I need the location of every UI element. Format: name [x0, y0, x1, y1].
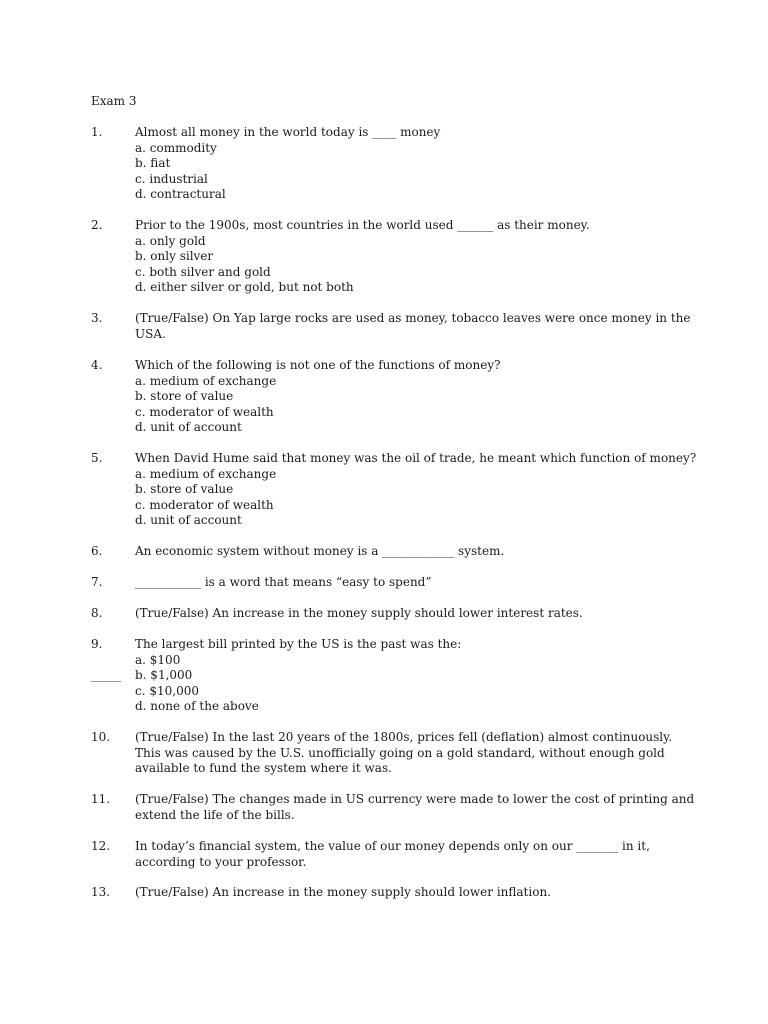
option-b: b. store of value	[135, 389, 234, 403]
option-c: c. industrial	[135, 171, 208, 186]
exam-title: Exam 3	[91, 94, 137, 108]
option-d: d. unit of account	[135, 513, 242, 527]
question-number: 10.	[91, 730, 111, 744]
question-body	[135, 637, 685, 715]
question-text: Almost all money in the world today is ____ money	[135, 125, 441, 139]
option-a: a. medium of exchange	[135, 466, 277, 481]
option-b: b. $1,000	[135, 668, 193, 682]
option-c: c. $10,000	[135, 683, 199, 698]
question-number: 9.	[91, 637, 103, 651]
question-body	[135, 885, 685, 901]
question-text-continued: extend the life of the bills.	[135, 807, 295, 822]
option-b: b. fiat	[135, 156, 171, 170]
option-c: c. both silver and gold	[135, 264, 271, 279]
option-b: b. store of value	[135, 482, 234, 496]
question-body	[135, 792, 695, 823]
question-body	[135, 606, 685, 622]
option-a: a. medium of exchange	[135, 373, 277, 388]
option-a: a. only gold	[135, 233, 206, 248]
question-body	[135, 730, 685, 777]
question-text-continued: This was caused by the U.S. unofficially going on a gold standard, without enough gold	[135, 745, 665, 760]
question-body	[135, 451, 697, 529]
question-text: An economic system without money is a ____________ system.	[135, 544, 505, 558]
question-text: Prior to the 1900s, most countries in the world used ______ as their money.	[135, 218, 590, 232]
question-text: (True/False) The changes made in US currency were made to lower the cost of printing and	[135, 792, 695, 806]
option-c: c. moderator of wealth	[135, 404, 274, 419]
question-text: (True/False) In the last 20 years of the 1800s, prices fell (deflation) almost continuously.	[135, 730, 673, 744]
question-number: 2.	[91, 218, 103, 232]
question-text: The largest bill printed by the US is the past was the:	[135, 637, 462, 651]
question-text: (True/False) An increase in the money supply should lower inflation.	[135, 885, 551, 899]
question-text-continued: USA.	[135, 326, 166, 341]
question-number: 12.	[91, 839, 111, 853]
question-number: 7.	[91, 575, 103, 589]
question-text: (True/False) An increase in the money supply should lower interest rates.	[135, 606, 583, 620]
question-number: 4.	[91, 358, 103, 372]
question-text: In today’s financial system, the value of our money depends only on our _______ in it,	[135, 839, 650, 853]
option-c: c. moderator of wealth	[135, 497, 274, 512]
question-number: 1.	[91, 125, 103, 139]
question-text-continued: available to fund the system where it was.	[135, 761, 392, 775]
question-text: When David Hume said that money was the oil of trade, he meant which function of money?	[135, 451, 697, 465]
question-number: 5.	[91, 451, 103, 465]
option-b: b. only silver	[135, 249, 214, 263]
question-body	[135, 311, 691, 342]
question-body	[135, 125, 685, 203]
question-text: ___________ is a word that means “easy to spend”	[135, 575, 432, 589]
question-body	[135, 358, 685, 436]
option-d: d. none of the above	[135, 699, 259, 713]
option-d: d. unit of account	[135, 420, 242, 434]
question-number: 11.	[91, 792, 111, 806]
answer-blank: _____	[91, 668, 121, 682]
question-body	[135, 839, 685, 870]
question-text-continued: according to your professor.	[135, 854, 307, 869]
option-a: a. commodity	[135, 140, 217, 155]
question-text: Which of the following is not one of the functions of money?	[135, 358, 501, 372]
question-body	[135, 218, 685, 296]
question-body	[135, 575, 685, 591]
question-number: 13.	[91, 885, 111, 899]
option-a: a. $100	[135, 652, 181, 667]
question-number: 3.	[91, 311, 103, 325]
question-text: (True/False) On Yap large rocks are used as money, tobacco leaves were once money in the	[135, 311, 691, 325]
question-body	[135, 544, 685, 560]
option-d: d. contractural	[135, 187, 226, 201]
question-number: 6.	[91, 544, 103, 558]
option-d: d. either silver or gold, but not both	[135, 280, 354, 294]
question-number: 8.	[91, 606, 103, 620]
